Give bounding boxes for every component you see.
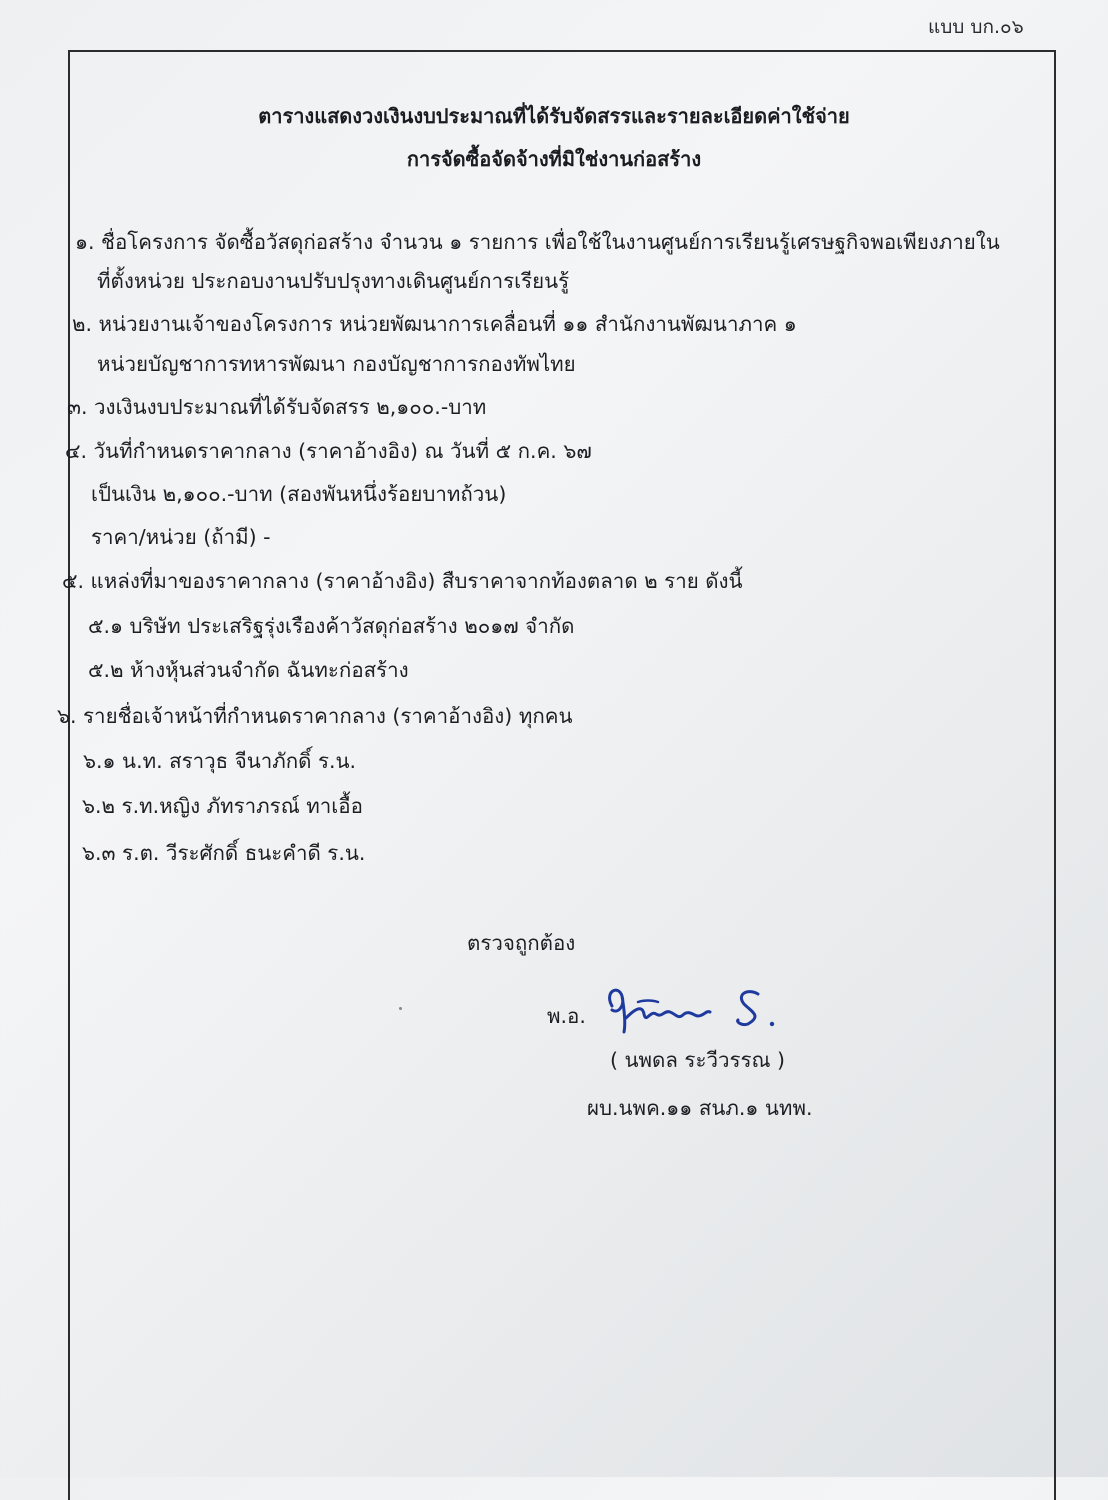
paper-speck (399, 1007, 402, 1010)
item1-line2: ที่ตั้งหน่วย ประกอบงานปรับปรุงทางเดินศูนย์การเรียนรู้ (97, 269, 570, 293)
item4-line3: ราคา/หน่วย (ถ้ามี) - (91, 525, 271, 549)
signer-position: ผบ.นพค.๑๑ สนภ.๑ นทพ. (587, 1096, 813, 1120)
document-title-line1: ตารางแสดงวงเงินงบประมาณที่ได้รับจัดสรรและรายละเอียดค่าใช้จ่าย (258, 104, 850, 128)
item5-1: ๕.๑ บริษัท ประเสริฐรุ่งเรืองค้าวัสดุก่อสร้าง ๒๐๑๗ จำกัด (88, 614, 575, 638)
item3: ๓. วงเงินงบประมาณที่ได้รับจัดสรร ๒,๑๐๐.-บาท (67, 395, 487, 419)
item1-line1: ๑. ชื่อโครงการ จัดซื้อวัสดุก่อสร้าง จำนวน ๑ รายการ เพื่อใช้ในงานศูนย์การเรียนรู้เศรษฐกิจพอเพียงภายใน (75, 230, 1000, 254)
signer-name: ( นพดล ระวีวรรณ ) (610, 1048, 786, 1072)
signer-rank: พ.อ. (547, 1004, 586, 1028)
item5: ๕. แหล่งที่มาของราคากลาง (ราคาอ้างอิง) สืบราคาจากท้องตลาด ๒ ราย ดังนี้ (62, 569, 743, 593)
item6: ๖. รายชื่อเจ้าหน้าที่กำหนดราคากลาง (ราคาอ้างอิง) ทุกคน (57, 704, 573, 728)
item2-line2: หน่วยบัญชาการทหารพัฒนา กองบัญชาการกองทัพไทย (97, 352, 576, 376)
certified-label: ตรวจถูกต้อง (467, 931, 576, 955)
document-title-line2: การจัดซื้อจัดจ้างที่มิใช่งานก่อสร้าง (406, 147, 702, 171)
item5-2: ๕.๒ ห้างหุ้นส่วนจำกัด ฉันทะก่อสร้าง (88, 658, 409, 682)
handwritten-signature (598, 980, 788, 1040)
item2-line1: ๒. หน่วยงานเจ้าของโครงการ หน่วยพัฒนาการเคลื่อนที่ ๑๑ สำนักงานพัฒนาภาค ๑ (72, 312, 797, 336)
item6-3: ๖.๓ ร.ต. วีระศักดิ์ ธนะคำดี ร.น. (82, 841, 366, 865)
item4-line1: ๔. วันที่กำหนดราคากลาง (ราคาอ้างอิง) ณ วันที่ ๕ ก.ค. ๖๗ (65, 439, 592, 463)
item6-1: ๖.๑ น.ท. สราวุธ จีนาภักดิ์ ร.น. (83, 749, 357, 773)
item4-line2: เป็นเงิน ๒,๑๐๐.-บาท (สองพันหนึ่งร้อยบาทถ้วน) (91, 482, 507, 506)
item6-2: ๖.๒ ร.ท.หญิง ภัทราภรณ์ ทาเอื้อ (82, 794, 363, 818)
form-code: แบบ บก.๐๖ (928, 16, 1024, 38)
